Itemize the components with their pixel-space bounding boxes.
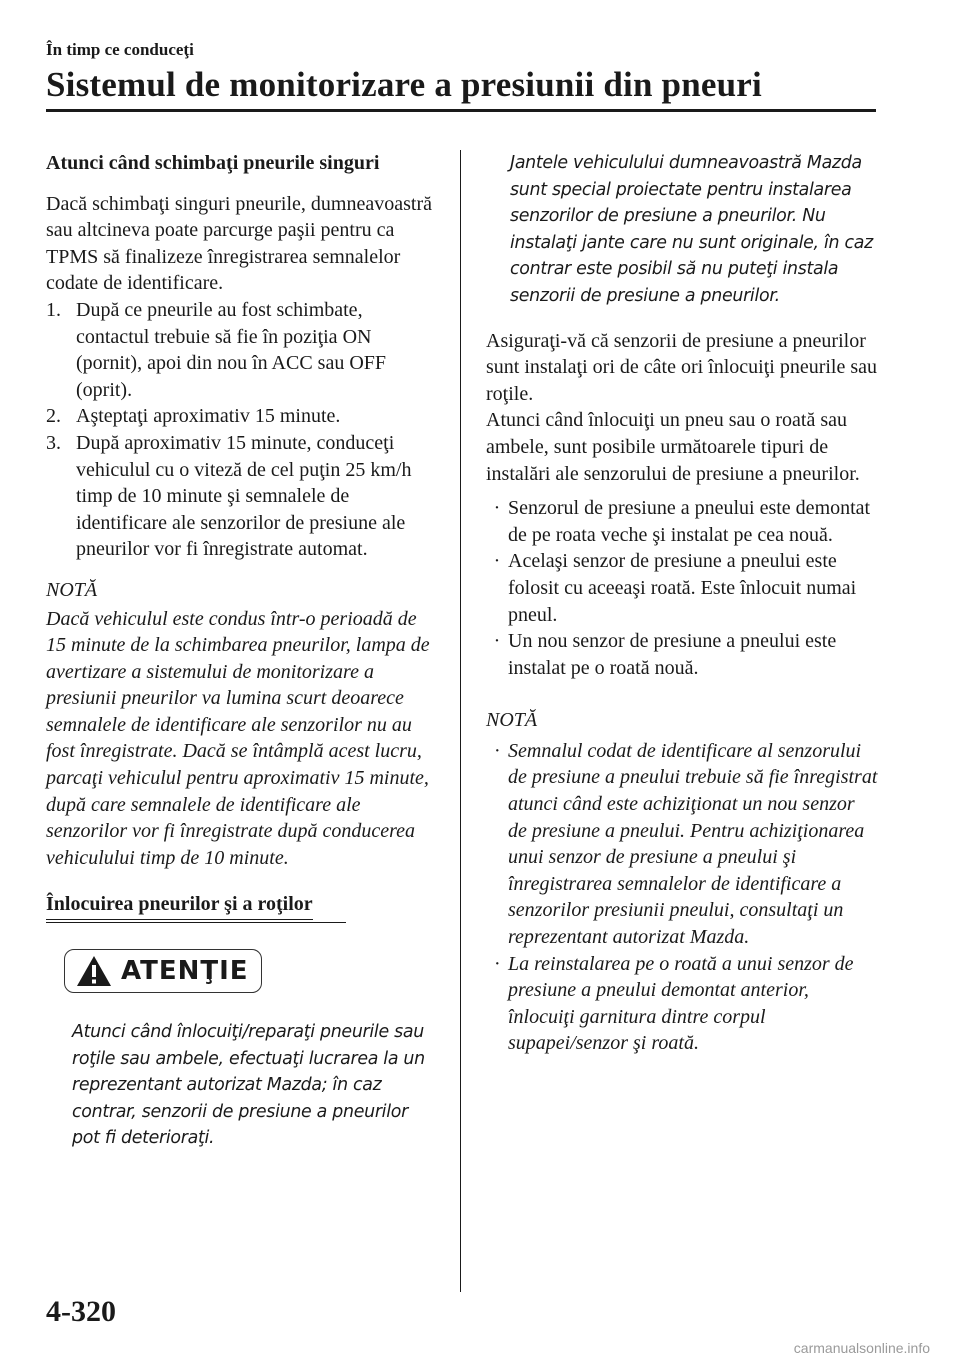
bullet-list (486, 495, 878, 681)
page-title: Sistemul de monitorizare a presiunii din pneuri (46, 65, 762, 104)
section-label: În timp ce conduceţi (46, 40, 194, 59)
steps-list (46, 297, 436, 563)
arrow-icon (48, 1019, 72, 1152)
list-item (486, 495, 878, 548)
caution-badge (64, 949, 262, 993)
caution-label: ATENŢIE (121, 955, 249, 986)
caution-text: Atunci când înlocuiţi/reparaţi pneurile sau roţile sau ambele, efectuaţi lucrarea la un reprezentant autorizat Mazda; în caz contrar, senzorii de presiune a pneurilor pot ﬁ deterioraţi. (72, 1022, 425, 1149)
bullet-text: Un nou senzor de presiune a pneului este instalat pe o roată nouă. (508, 630, 837, 679)
note-block (486, 707, 878, 1057)
note-block (46, 577, 436, 872)
bullet-mark: · (494, 739, 500, 762)
note-text: Dacă vehiculul este condus într-o perioadă de 15 minute de la schimbarea pneurilor, lampa de avertizare a sistemului de monitorizare a presiunii pneurilor va lumina scurt deoarece semnalele de identificare ale senzorilor nu au fost înregistrate. Dacă se întâmplă acest lucru, parcaţi vehiculul pentru aproximativ 15 minute, după care semnalele de identificare ale senzorilor vor fi înregistrate după conducerea vehiculului timp de 10 minute. (46, 607, 430, 869)
intro-paragraph: Dacă schimbaţi singuri pneurile, dumneavoastră sau altcineva poate parcurge paşii pentru ca TPMS să finalizeze înregistrarea semnalelor codate de identificare. (46, 192, 432, 295)
watermark: carmanualsonline.info (793, 1340, 930, 1356)
bullet-mark: · (493, 550, 501, 573)
header-rule (46, 109, 876, 112)
list-item (486, 628, 878, 681)
section-heading: Atunci când schimbaţi pneurile singuri (46, 152, 380, 174)
list-item (486, 738, 878, 951)
paragraph: Atunci când înlocuiţi un pneu sau o roată sau ambele, sunt posibile următoarele tipuri de instalări ale senzorului de presiune a pneurilor. (486, 409, 860, 485)
page-header (46, 40, 876, 106)
bullet-text: Acelaşi senzor de presiune a pneului este folosit cu aceeaşi roată. Este înlocuit numai pneul. (508, 550, 857, 626)
left-column (46, 150, 436, 1152)
list-item (486, 951, 878, 1057)
step-number: 1. (46, 298, 61, 321)
note-title: NOTĂ (46, 578, 98, 601)
caution-text: Jantele vehiculului dumneavoastră Mazda sunt special proiectate pentru instalarea senzorilor de presiune a pneurilor. Nu instalaţi jante care nu sunt originale, în caz contrar este posibil să nu puteţi instala senzorii de presiune a pneurilor. (510, 153, 873, 306)
caution-item (48, 1019, 436, 1152)
list-item (46, 403, 436, 430)
step-number: 3. (46, 431, 61, 454)
bullet-mark: · (493, 497, 501, 520)
note-bullet-text: Semnalul codat de identificare al senzorului de presiune a pneului trebuie să fie înregistrat atunci când este achiziţionat un nou senzor de presiune a pneului. Pentru achiziţionarea unui senzor de presiune a pneului şi înregistrarea semnalelor de identificare a senzorilor presiunii pneului, consultaţi un reprezentant autorizat Mazda. (508, 739, 878, 949)
note-bullet-text: La reinstalarea pe o roată a unui senzor de presiune a pneului demontat anterior, înlocuiţi garnitura dintre corpul supapei/senzor şi roată. (508, 952, 854, 1055)
arrow-icon (486, 150, 510, 310)
note-title: NOTĂ (486, 709, 538, 732)
caution-item (486, 150, 878, 310)
note-bullet-list (486, 738, 878, 1057)
step-text: După ce pneurile au fost schimbate, contactul trebuie să fie în poziţia ON (pornit), apoi din nou în ACC sau OFF (oprit). (76, 298, 387, 401)
bullet-mark: · (494, 952, 500, 975)
step-text: Aşteptaţi aproximativ 15 minute. (76, 405, 341, 428)
list-item (46, 297, 436, 403)
bullet-text: Senzorul de presiune a pneului este demontat de pe roata veche şi instalat pe cea nouă. (508, 497, 871, 546)
paragraph: Asiguraţi-vă că senzorii de presiune a pneurilor sunt instalaţi ori de câte ori înlocuiţi pneurile sau roţile. (486, 329, 878, 405)
step-text: După aproximativ 15 minute, conduceţi vehiculul cu o viteză de cel puţin 25 km/h timp de 10 minute şi semnalele de identificare ale senzorilor de presiune ale pneurilor vor fi înregistrate automat. (76, 431, 412, 561)
page-number: 4-320 (46, 1295, 116, 1328)
right-column (486, 150, 878, 1057)
subsection-rule (46, 922, 346, 923)
warning-triangle-icon (75, 954, 113, 988)
bullet-mark: · (493, 630, 501, 653)
list-item (486, 548, 878, 628)
subsection-heading: Înlocuirea pneurilor şi a roţilor (46, 891, 313, 920)
column-divider (460, 150, 461, 1292)
step-number: 2. (46, 405, 61, 428)
list-item (46, 430, 436, 563)
